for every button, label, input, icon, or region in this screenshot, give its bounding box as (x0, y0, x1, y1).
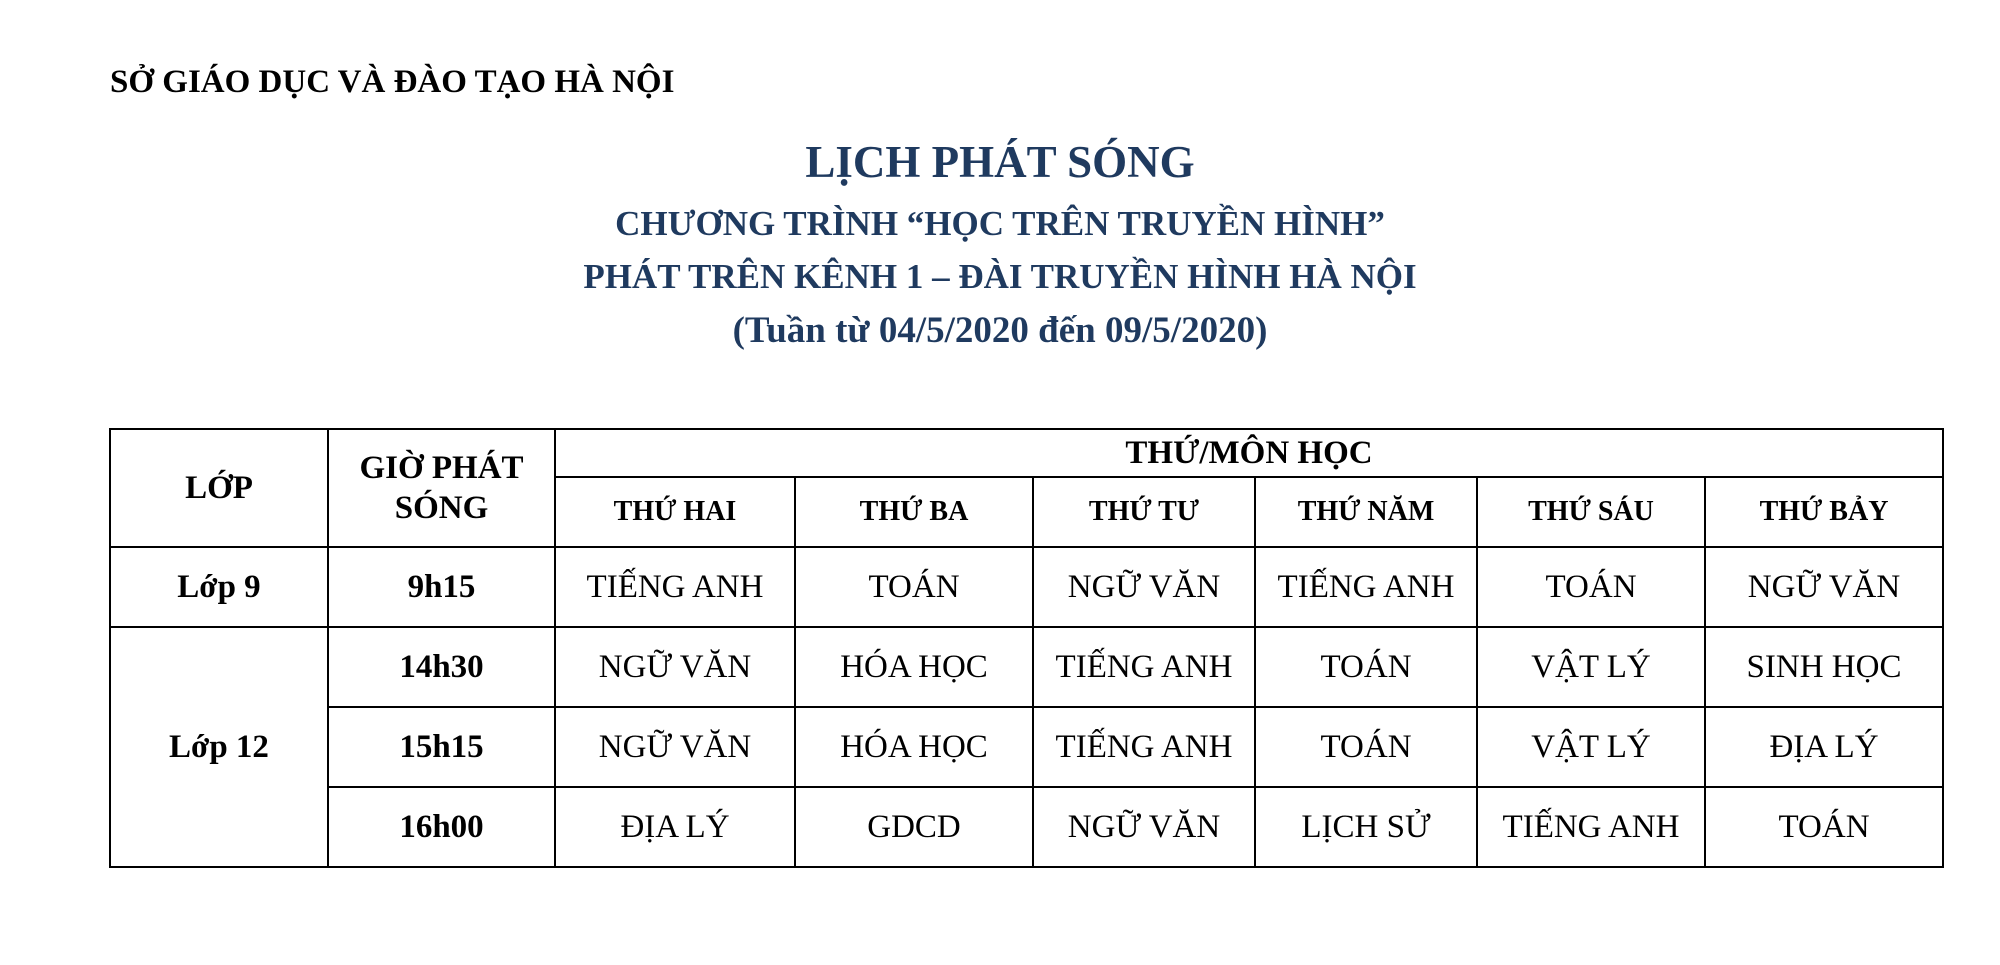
class-cell: Lớp 9 (110, 547, 328, 627)
table-header-row (110, 429, 1943, 477)
subject-cell: VẬT LÝ (1477, 707, 1705, 787)
subject-cell: TIẾNG ANH (1033, 627, 1255, 707)
day-header: THỨ TƯ (1033, 477, 1255, 547)
day-header: THỨ HAI (555, 477, 795, 547)
header-time (328, 429, 555, 547)
header-class: LỚP (110, 429, 328, 547)
week-range: (Tuần từ 04/5/2020 đến 09/5/2020) (732, 310, 1268, 351)
day-header: THỨ SÁU (1477, 477, 1705, 547)
day-header: THỨ NĂM (1255, 477, 1477, 547)
day-header: THỨ BẢY (1705, 477, 1943, 547)
subject-cell: HÓA HỌC (795, 707, 1033, 787)
page-title: LỊCH PHÁT SÓNG (805, 137, 1195, 187)
subject-cell: TOÁN (1255, 707, 1477, 787)
subject-cell: SINH HỌC (1705, 627, 1943, 707)
subject-cell: NGỮ VĂN (1033, 787, 1255, 867)
organization-name: SỞ GIÁO DỤC VÀ ĐÀO TẠO HÀ NỘI (110, 64, 675, 100)
subject-cell: TIẾNG ANH (1477, 787, 1705, 867)
subject-cell: NGỮ VĂN (555, 707, 795, 787)
subject-cell: HÓA HỌC (795, 627, 1033, 707)
subject-cell: TOÁN (1705, 787, 1943, 867)
class-cell: Lớp 12 (110, 627, 328, 867)
schedule-body (110, 429, 1943, 867)
time-cell: 9h15 (328, 547, 555, 627)
program-subtitle: CHƯƠNG TRÌNH “HỌC TRÊN TRUYỀN HÌNH” (615, 204, 1385, 243)
subject-cell: LỊCH SỬ (1255, 787, 1477, 867)
day-header: THỨ BA (795, 477, 1033, 547)
subject-cell: VẬT LÝ (1477, 627, 1705, 707)
table-row (110, 787, 1943, 867)
subject-cell: NGỮ VĂN (555, 627, 795, 707)
table-row (110, 707, 1943, 787)
subject-cell: TIẾNG ANH (1033, 707, 1255, 787)
channel-subtitle: PHÁT TRÊN KÊNH 1 – ĐÀI TRUYỀN HÌNH HÀ NỘI (583, 257, 1417, 296)
subject-cell: TOÁN (1255, 627, 1477, 707)
subject-cell: TOÁN (795, 547, 1033, 627)
subject-cell: ĐỊA LÝ (555, 787, 795, 867)
time-cell: 15h15 (328, 707, 555, 787)
subject-cell: NGỮ VĂN (1033, 547, 1255, 627)
subject-cell: TIẾNG ANH (1255, 547, 1477, 627)
header-time-label: GIỜ PHÁT SÓNG (359, 450, 524, 526)
header-day-subject: THỨ/MÔN HỌC (555, 429, 1943, 477)
subject-cell: NGỮ VĂN (1705, 547, 1943, 627)
broadcast-schedule-table (109, 428, 1944, 868)
table-row (110, 627, 1943, 707)
time-cell: 14h30 (328, 627, 555, 707)
time-cell: 16h00 (328, 787, 555, 867)
subject-cell: TIẾNG ANH (555, 547, 795, 627)
subject-cell: TOÁN (1477, 547, 1705, 627)
subject-cell: GDCD (795, 787, 1033, 867)
subject-cell: ĐỊA LÝ (1705, 707, 1943, 787)
table-row (110, 547, 1943, 627)
